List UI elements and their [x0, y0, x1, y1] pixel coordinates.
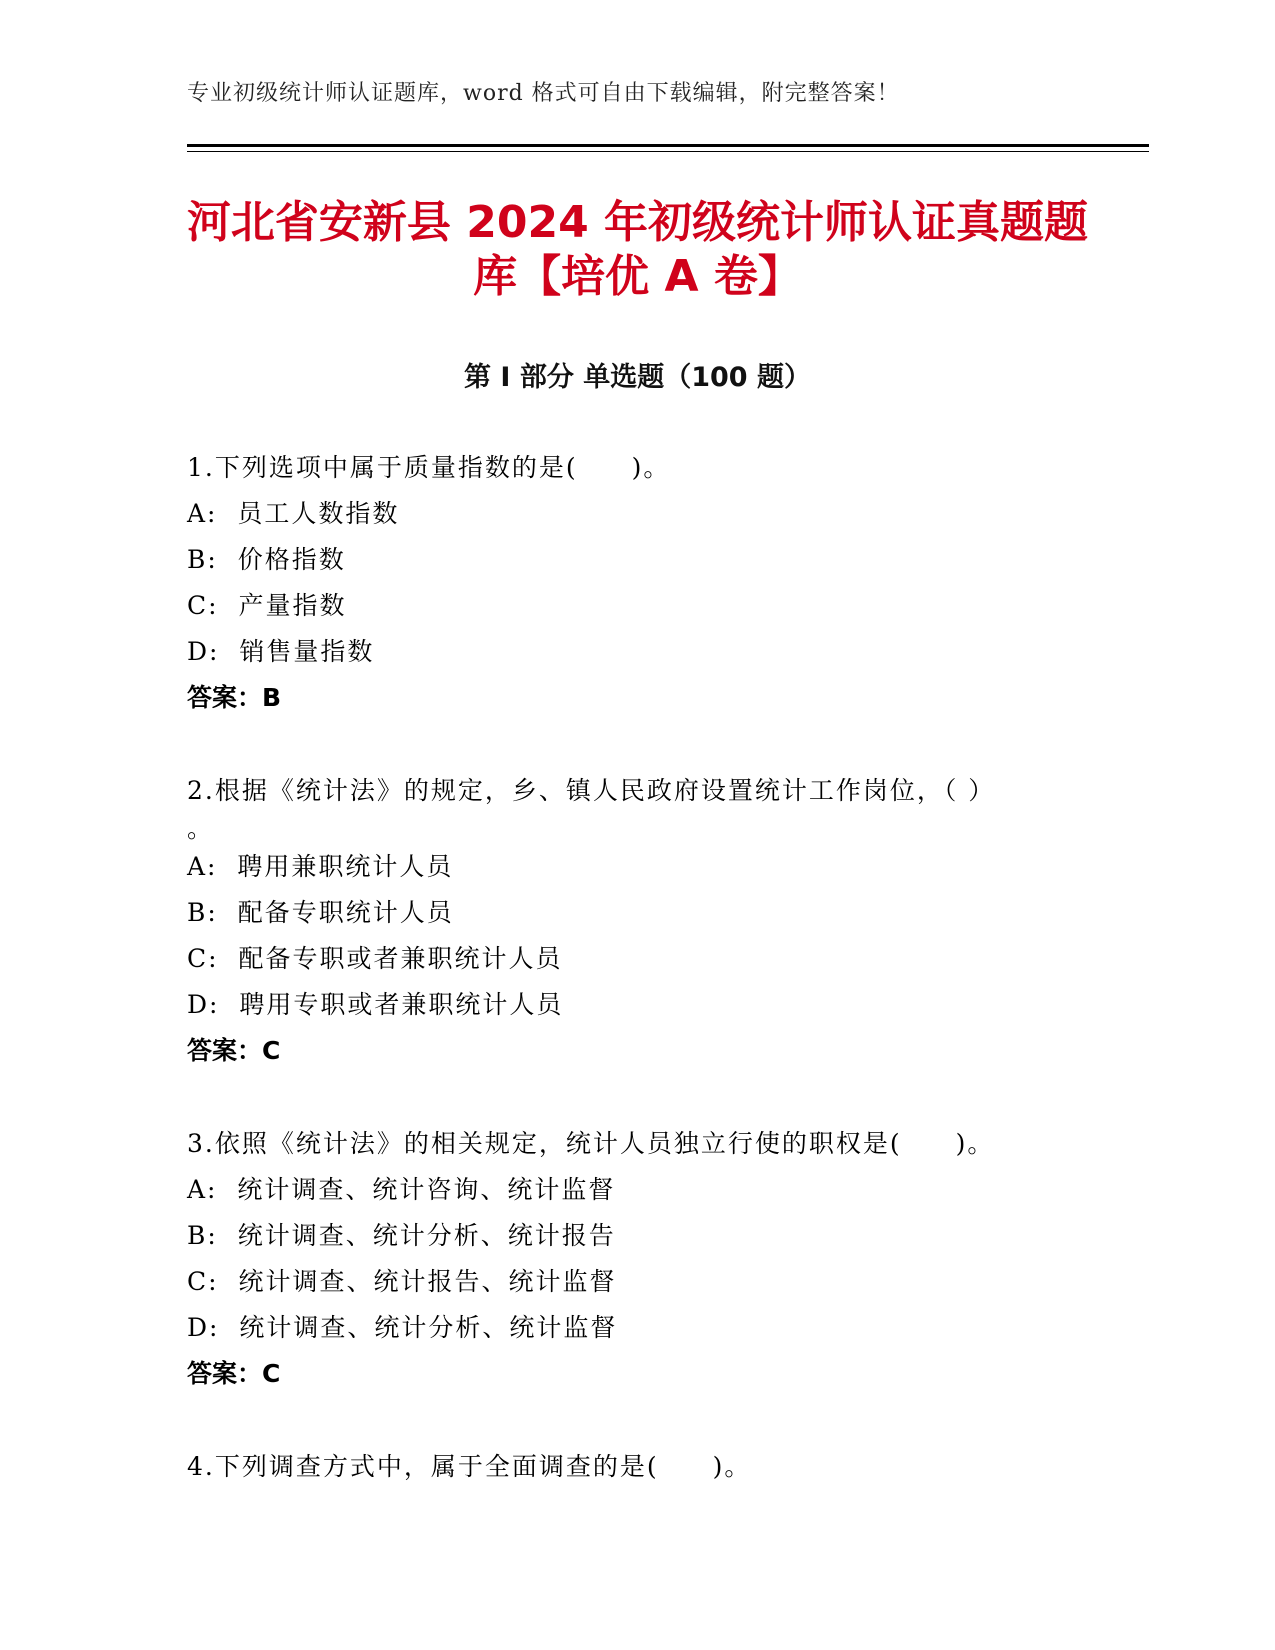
answer: 答案：B	[187, 683, 282, 712]
answer: 答案：C	[187, 1359, 281, 1388]
question-1	[187, 445, 1087, 721]
header-rule-thin	[187, 151, 1149, 152]
question-stem-continuation: 。	[187, 814, 215, 843]
header-rule-thick	[187, 144, 1149, 147]
option-b: B: 价格指数	[187, 545, 346, 574]
option-a: A: 统计调查、统计咨询、统计监督	[187, 1175, 616, 1204]
question-4	[187, 1444, 1087, 1490]
header-note: 专业初级统计师认证题库，word 格式可自由下载编辑，附完整答案！	[187, 81, 900, 106]
option-d: D: 销售量指数	[187, 637, 375, 666]
option-b: B: 统计调查、统计分析、统计报告	[187, 1221, 616, 1250]
option-c: C: 统计调查、统计报告、统计监督	[187, 1267, 617, 1296]
document-title-line-2: 库【培优 A 卷】	[473, 251, 802, 302]
question-2	[187, 768, 1087, 1074]
document-title-line-1: 河北省安新县 2024 年初级统计师认证真题题	[186, 197, 1089, 248]
option-d: D: 聘用专职或者兼职统计人员	[187, 990, 564, 1019]
document-title	[150, 196, 1125, 304]
question-stem: 4.下列调查方式中，属于全面调查的是( )。	[187, 1452, 752, 1481]
option-a: A: 聘用兼职统计人员	[187, 852, 454, 881]
option-c: C: 产量指数	[187, 591, 347, 620]
answer: 答案：C	[187, 1036, 281, 1065]
question-stem: 1.下列选项中属于质量指数的是( )。	[187, 453, 671, 482]
question-3	[187, 1121, 1087, 1397]
question-list	[187, 445, 1087, 1537]
section-title: 第 I 部分 单选题（100 题）	[463, 362, 811, 393]
option-c: C: 配备专职或者兼职统计人员	[187, 944, 563, 973]
option-a: A: 员工人数指数	[187, 499, 400, 528]
option-d: D: 统计调查、统计分析、统计监督	[187, 1313, 618, 1342]
option-b: B: 配备专职统计人员	[187, 898, 454, 927]
question-stem: 3.依照《统计法》的相关规定，统计人员独立行使的职权是( )。	[187, 1129, 995, 1158]
question-stem: 2.根据《统计法》的规定，乡、镇人民政府设置统计工作岗位，（ ）	[187, 776, 996, 805]
